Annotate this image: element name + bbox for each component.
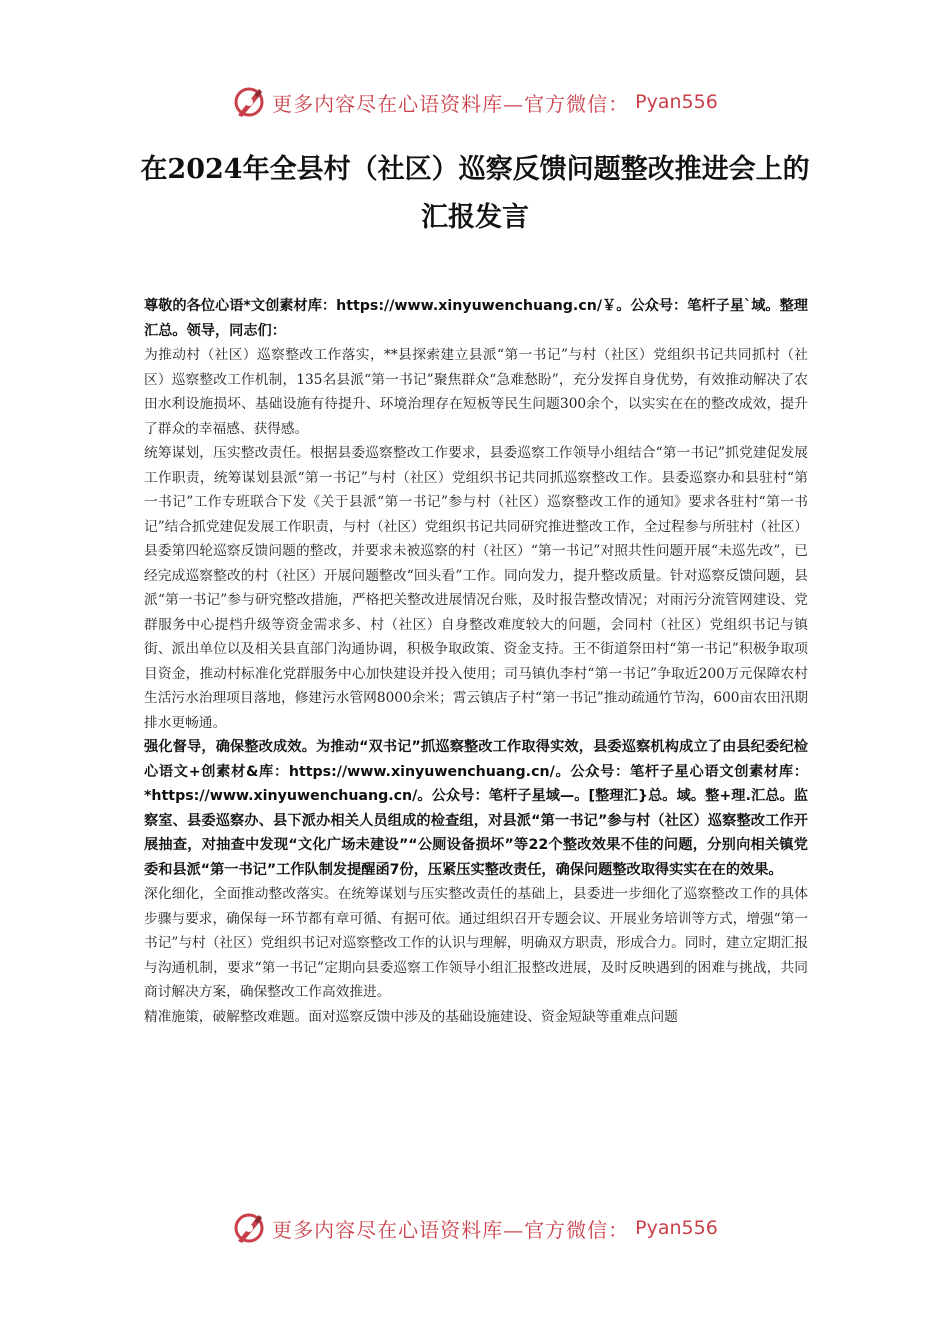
paragraph-greeting: 尊敬的各位心语*文创素材库：https://www.xinyuwenchuang.cn/￥。公众号：笔杆子星`域。整理汇总。领导，同志们：: [144, 298, 808, 339]
header-banner: [0, 82, 950, 122]
pen-logo-icon: [232, 1211, 266, 1245]
banner-wechat-id: Pyan556: [635, 1217, 718, 1239]
banner-slogan: 更多内容尽在心语资料库—官方微信：: [272, 1217, 630, 1242]
page-title: 在2024年全县村（社区）巡察反馈问题整改推进会上的汇报发言: [140, 154, 810, 233]
paragraph-precise: 精准施策，破解整改难题。面对巡察反馈中涉及的基础设施建设、资金短缺等重难点问题: [144, 1008, 678, 1025]
banner-slogan: 更多内容尽在心语资料库—官方微信：: [272, 91, 630, 116]
paragraph-deepening: 深化细化，全面推动整改落实。在统筹谋划与压实整改责任的基础上，县委进一步细化了巡察整改工作的具体步骤与要求，确保每一环节都有章可循、有据可依。通过组织召开专题会议、开展业务培训等方式，增强“第一书记”与村（社区）党组织书记对巡察整改工作的认识与理解，明确双方职责，形成合力。同时，建立定期汇报与沟通机制，要求“第一书记”定期向县委巡察工作领导小组汇报整改进展，及时反映遇到的困难与挑战，共同商讨解决方案，确保整改工作高效推进。: [144, 886, 809, 1000]
banner-wechat-id: Pyan556: [635, 91, 718, 113]
footer-banner: [0, 1208, 950, 1248]
pen-logo-icon: [232, 85, 266, 119]
paragraph-intro: 为推动村（社区）巡察整改工作落实，**县探索建立县派“第一书记”与村（社区）党组织书记共同抓村（社区）巡察整改工作机制，135名县派“第一书记”聚焦群众“急难愁盼”，充分发挥自身优势，有效推动解决了农田水利设施损坏、基础设施有待提升、环境治理存在短板等民生问题300余个，以实实在在的整改成效，提升了群众的幸福感、获得感。: [144, 347, 808, 437]
document-body: [144, 294, 808, 1029]
paragraph-supervision: 强化督导，确保整改成效。为推动“双书记”抓巡察整改工作取得实效，县委巡察机构成立了由县纪委纪检心语文+创素材&库：https://www.xinyuwenchuang.cn/。公众号：笔杆子星心语文创素材库：*https://www.xinyuwenchuang.cn/。公众号：笔杆子星域—。[整理汇}总。域。整+理.汇总。监察室、县委巡察办、县下派办相关人员组成的检查组，对县派“第一书记”参与村（社区）巡察整改工作开展抽查，对抽查中发现“文化广场未建设”“公厕设备损坏”等22个整改效果不佳的问题，分别向相关镇党委和县派“第一书记”工作队制发提醒函7份，压紧压实整改责任，确保问题整改取得实实在在的效果。: [144, 739, 808, 878]
paragraph-planning: 统筹谋划，压实整改责任。根据县委巡察整改工作要求，县委巡察工作领导小组结合“第一书记”抓党建促发展工作职责，统筹谋划县派“第一书记”与村（社区）党组织书记共同抓巡察整改工作。县委巡察办和县驻村“第一书记”工作专班联合下发《关于县派“第一书记”参与村（社区）巡察整改工作的通知》要求各驻村“第一书记”结合抓党建促发展工作职责，与村（社区）党组织书记共同研究推进整改工作，全过程参与所驻村（社区）县委第四轮巡察反馈问题的整改，并要求未被巡察的村（社区）“第一书记”对照共性问题开展“未巡先改”，已经完成巡察整改的村（社区）开展问题整改“回头看”工作。同向发力，提升整改质量。针对巡察反馈问题，县派“第一书记”参与研究整改措施，严格把关整改进展情况台账，及时报告整改情况；对雨污分流管网建设、党群服务中心提档升级等资金需求多、村（社区）自身整改难度较大的问题，会同村（社区）党组织书记与镇街、派出单位以及相关县直部门沟通协调，积极争取政策、资金支持。王不街道祭田村“第一书记”积极争取项目资金，推动村标准化党群服务中心加快建设并投入使用；司马镇仇李村“第一书记”争取近200万元保障农村生活污水治理项目落地，修建污水管网8000余米；霄云镇店子村“第一书记”推动疏通竹节沟，600亩农田汛期排水更畅通。: [144, 445, 809, 731]
